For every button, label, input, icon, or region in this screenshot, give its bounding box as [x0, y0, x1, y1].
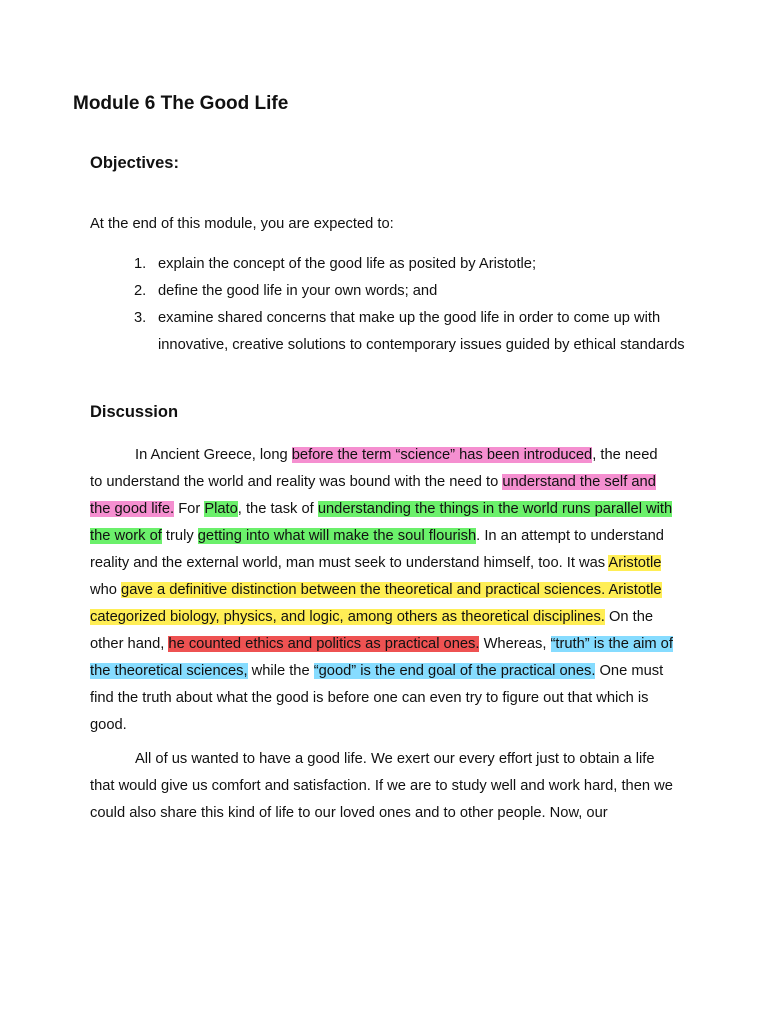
highlighted-text-yellow: Aristotle — [608, 555, 662, 571]
paragraph-text: truly — [161, 528, 198, 544]
discussion-heading: Discussion — [90, 403, 179, 421]
paragraph-text: who — [90, 582, 122, 598]
highlighted-text-yellow: gave a definitive distinction between the theoretical and practical sciences. Aristotle categorized biology, physics, and logic, among others as theoretical disciplines. — [90, 582, 662, 625]
highlighted-text-pink: understand the self and the good life. — [90, 474, 656, 517]
objective-text: explain the concept of the good life as posited by Aristotle; — [158, 256, 537, 272]
objective-item — [90, 251, 690, 278]
page-title: Module 6 The Good Life — [73, 93, 289, 114]
objectives-list — [90, 251, 690, 359]
paragraph-1-body — [90, 447, 673, 733]
objective-item — [90, 278, 690, 305]
objective-item — [90, 305, 690, 359]
objective-number: 1. — [134, 256, 147, 272]
paragraph-2-body: All of us wanted to have a good life. We exert our every effort just to obtain a life that would give us comfort and satisfaction. If we are to study well and work hard, then we could also share this kind of life to our loved ones and to other people. Now, our — [90, 751, 673, 821]
objective-text: define the good life in your own words; and — [158, 283, 438, 299]
paragraph-text: One must find the truth about what the good is before one can even try to figure out that which is good. — [90, 663, 664, 733]
paragraph-text: On the other hand, — [90, 609, 654, 652]
paragraph-text: Whereas, — [479, 636, 551, 652]
objective-number: 3. — [134, 310, 147, 326]
objectives-intro: At the end of this module, you are expected to: — [90, 216, 394, 232]
highlighted-text-pink: before the term “science” has been introduced — [291, 447, 593, 463]
objective-number: 2. — [134, 283, 147, 299]
paragraph-text: while the — [247, 663, 314, 679]
highlighted-text-red: he counted ethics and politics as practical ones. — [168, 636, 480, 652]
highlighted-text-cyan: “good” is the end goal of the practical ones. — [313, 663, 596, 679]
paragraph-text: , the task of — [237, 501, 318, 517]
highlighted-text-green: getting into what will make the soul flourish — [197, 528, 477, 544]
discussion-paragraph-1 — [90, 442, 673, 739]
highlighted-text-green: Plato — [204, 501, 238, 517]
objectives-heading: Objectives: — [90, 154, 179, 172]
highlighted-text-cyan: “truth” is the aim of the theoretical sciences, — [90, 636, 673, 679]
discussion-paragraph-2 — [90, 746, 673, 827]
highlighted-text-green: understanding the things in the world runs parallel with the work of — [90, 501, 673, 544]
paragraph-text: . In an attempt to understand reality and the external world, man must seek to understand himself, too. It was — [90, 528, 664, 571]
paragraph-text: For — [174, 501, 205, 517]
objective-text: examine shared concerns that make up the good life in order to come up with innovative, creative solutions to contemporary issues guided by ethical standards — [158, 310, 685, 353]
paragraph-text: In Ancient Greece, long — [135, 447, 292, 463]
paragraph-text: , the need to understand the world and reality was bound with the need to — [90, 447, 658, 490]
